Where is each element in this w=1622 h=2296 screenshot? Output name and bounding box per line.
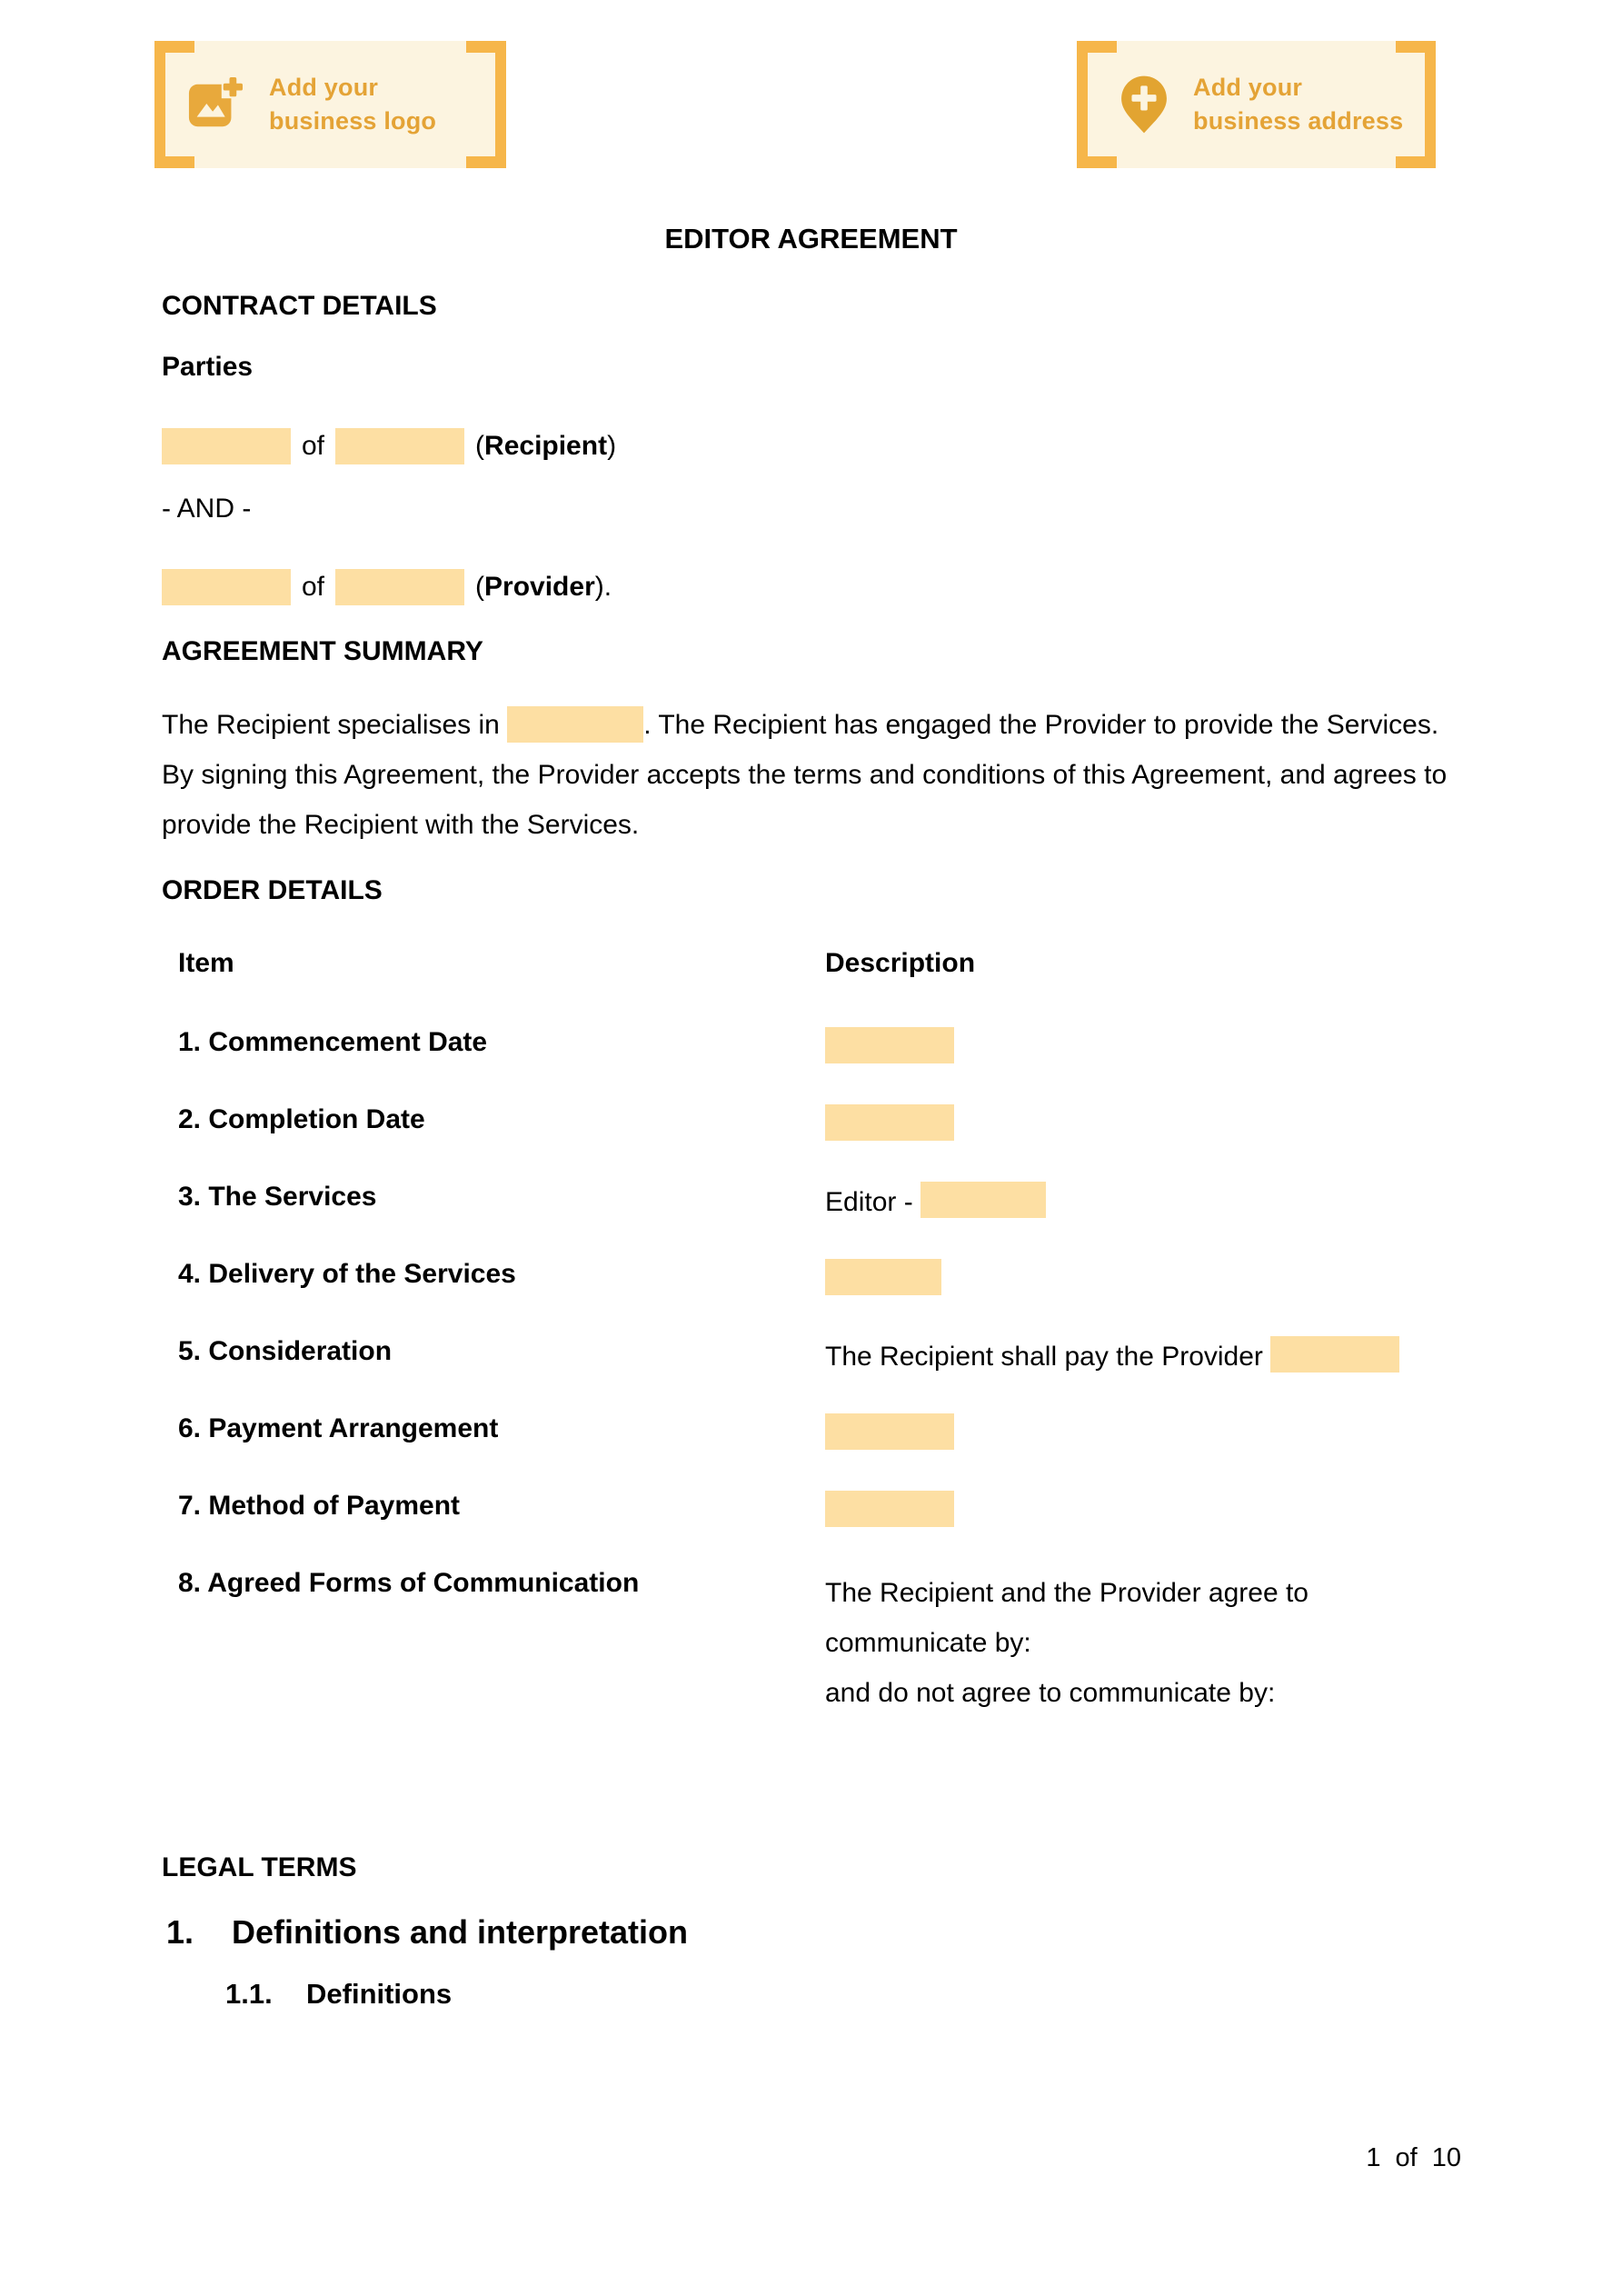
total-pages: 10	[1431, 2143, 1461, 2172]
add-business-address-box[interactable]	[1077, 41, 1436, 168]
services-placeholder[interactable]	[920, 1182, 1046, 1218]
row-item-label: 6. Payment Arrangement	[178, 1413, 499, 1443]
row-item-label: 2. Completion Date	[178, 1104, 425, 1134]
provider-name-placeholder[interactable]	[162, 569, 291, 605]
page-title: EDITOR AGREEMENT	[664, 223, 958, 255]
provider-role-label: (Provider).	[475, 572, 612, 602]
specialisation-placeholder[interactable]	[507, 706, 643, 743]
summary-text-after: . The Recipient has engaged the Provider to provide the Services. By signing this Agreement, the Provider accepts the terms and conditions of this Agreement, and agrees to provide the Recipient with the Services.	[162, 710, 1448, 840]
table-row	[178, 1568, 1468, 1718]
of-label: of	[302, 431, 325, 461]
description-column-header: Description	[825, 948, 976, 978]
communication-description: The Recipient and the Provider agree to communicate by: and do not agree to communicate by:	[825, 1578, 1309, 1708]
of-label: of	[1395, 2143, 1418, 2172]
recipient-role-label: (Recipient)	[475, 431, 617, 461]
table-row	[178, 1336, 1468, 1373]
recipient-name-placeholder[interactable]	[162, 428, 291, 464]
agreement-summary-heading: AGREEMENT SUMMARY	[162, 636, 483, 666]
payment-arrangement-placeholder[interactable]	[825, 1413, 954, 1450]
add-address-label: Add your business address	[1193, 74, 1404, 135]
add-image-icon	[187, 76, 244, 133]
add-business-logo-box[interactable]	[154, 41, 506, 168]
row-item-label: 3. The Services	[178, 1182, 377, 1212]
current-page-number: 1	[1366, 2143, 1381, 2172]
legal-terms-heading: LEGAL TERMS	[162, 1852, 357, 1882]
section-1-heading	[166, 1913, 688, 1952]
subsection-number: 1.1.	[225, 1978, 273, 2010]
and-separator: - AND -	[162, 494, 252, 524]
completion-date-placeholder[interactable]	[825, 1104, 954, 1141]
parties-label: Parties	[162, 352, 254, 382]
row-item-label: 1. Commencement Date	[178, 1027, 488, 1057]
contract-details-heading: CONTRACT DETAILS	[162, 291, 437, 321]
order-table-header	[178, 948, 1468, 979]
row-item-label: 7. Method of Payment	[178, 1491, 461, 1521]
table-row	[178, 1104, 1468, 1141]
consideration-placeholder[interactable]	[1270, 1336, 1399, 1373]
services-prefix: Editor -	[825, 1187, 913, 1217]
row-item-label: 4. Delivery of the Services	[178, 1259, 516, 1289]
add-logo-label: Add your business logo	[269, 74, 437, 135]
section-title: Definitions and interpretation	[232, 1913, 689, 1951]
subsection-1-1-heading	[225, 1978, 452, 2011]
recipient-party-line	[162, 428, 616, 464]
page-number-footer	[1366, 2143, 1461, 2173]
provider-party-line	[162, 569, 612, 605]
method-of-payment-placeholder[interactable]	[825, 1491, 954, 1527]
row-item-label: 8. Agreed Forms of Communication	[178, 1568, 640, 1598]
provider-address-placeholder[interactable]	[335, 569, 464, 605]
delivery-placeholder[interactable]	[825, 1259, 941, 1295]
of-label: of	[302, 572, 325, 602]
item-column-header: Item	[178, 948, 234, 978]
summary-text-before: The Recipient specialises in	[162, 710, 500, 740]
recipient-address-placeholder[interactable]	[335, 428, 464, 464]
table-row	[178, 1259, 1468, 1295]
add-location-pin-icon	[1120, 75, 1168, 135]
commencement-date-placeholder[interactable]	[825, 1027, 954, 1063]
agreement-summary-paragraph	[162, 700, 1463, 850]
table-row	[178, 1182, 1468, 1218]
table-row	[178, 1413, 1468, 1450]
consideration-prefix: The Recipient shall pay the Provider	[825, 1342, 1263, 1372]
subsection-title: Definitions	[306, 1978, 453, 2010]
row-item-label: 5. Consideration	[178, 1336, 393, 1366]
table-row	[178, 1027, 1468, 1063]
section-number: 1.	[166, 1913, 194, 1951]
order-details-heading: ORDER DETAILS	[162, 875, 383, 905]
table-row	[178, 1491, 1468, 1527]
